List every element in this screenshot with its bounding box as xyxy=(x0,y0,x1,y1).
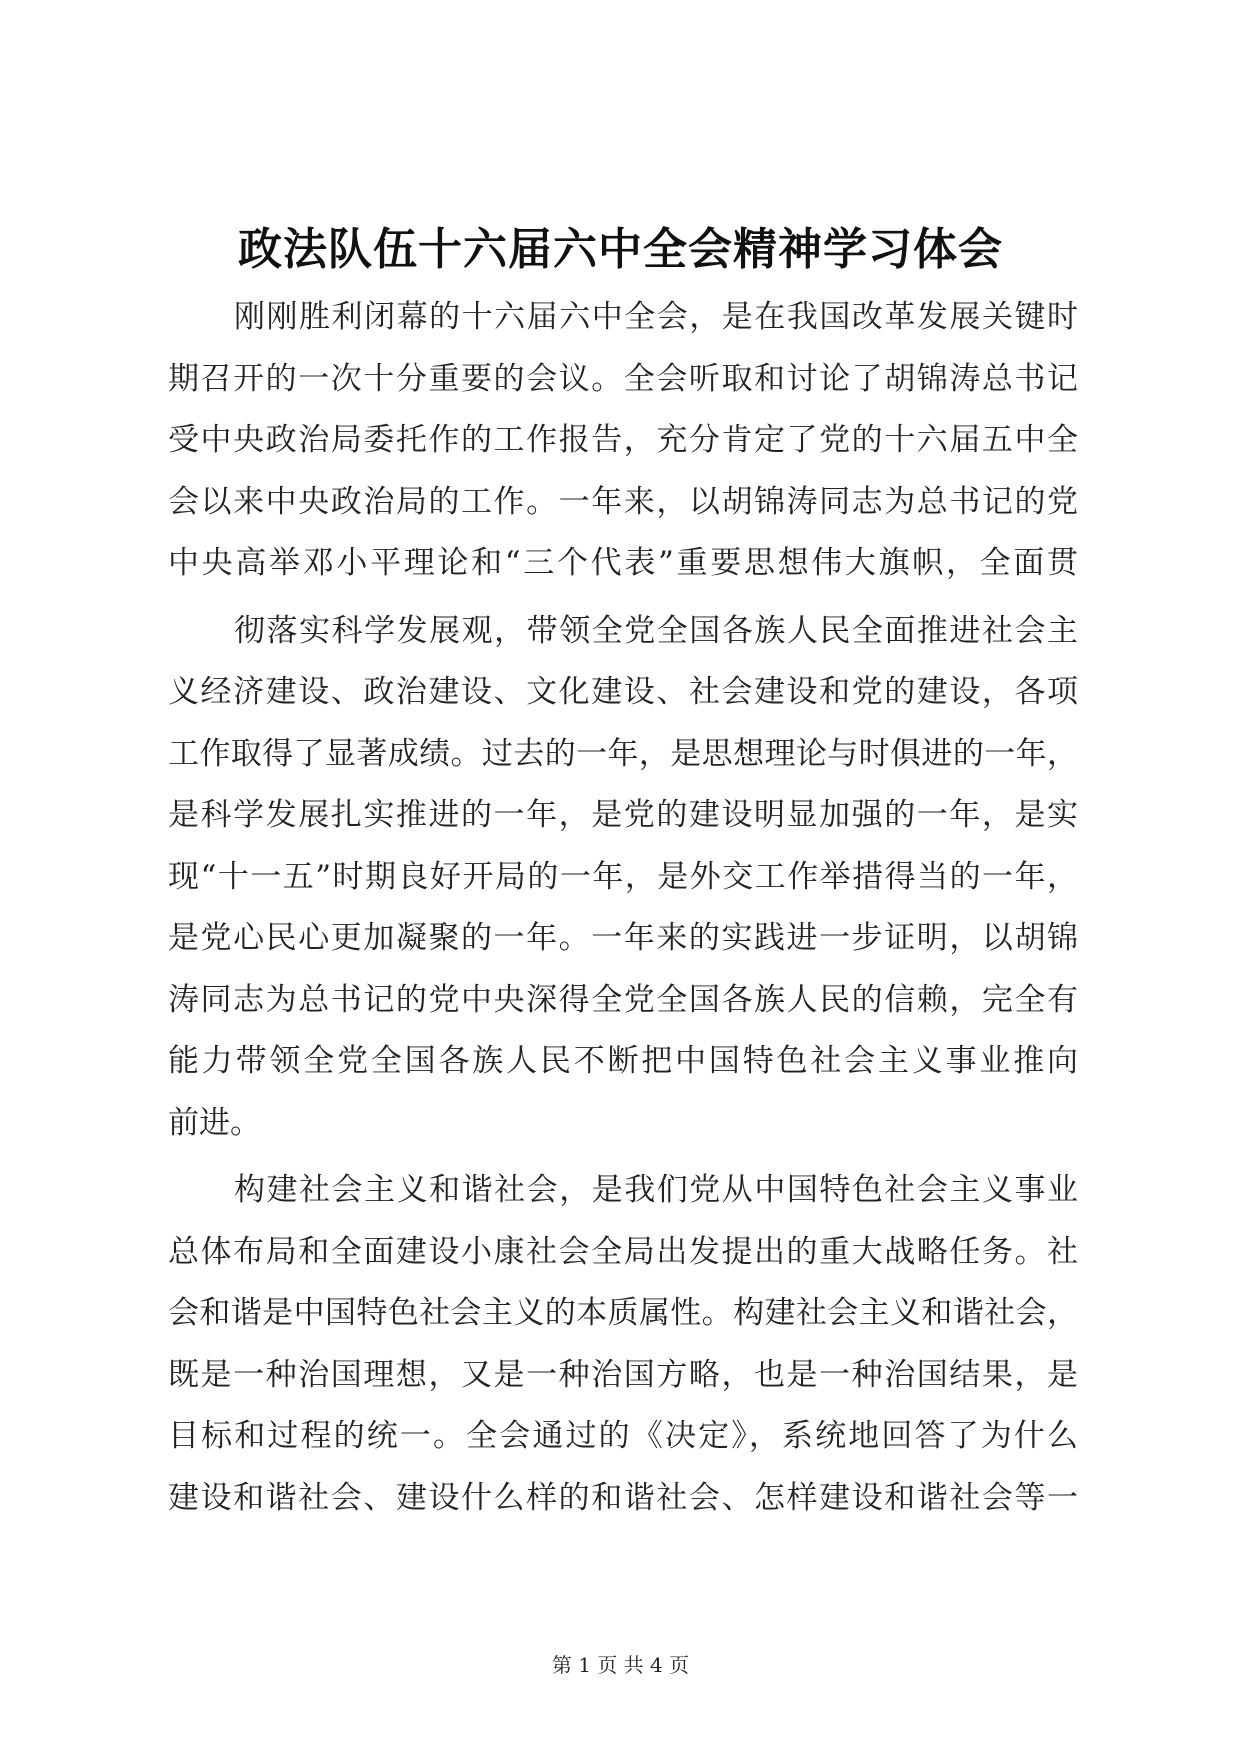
text-line: 既是一种治国理想，又是一种治国方略，也是一种治国结果，是 xyxy=(168,1356,1078,1393)
paragraph xyxy=(168,601,1078,1155)
text-line: 现“十一五”时期良好开局的一年，是外交工作举措得当的一年， xyxy=(168,858,1078,895)
text-line: 义经济建设、政治建设、文化建设、社会建设和党的建设，各项 xyxy=(168,674,1078,710)
text-line: 工作取得了显著成绩。过去的一年，是思想理论与时俱进的一年， xyxy=(168,735,1078,772)
document-title: 政法队伍十六届六中全会精神学习体会 xyxy=(238,224,1003,275)
text-line: 期召开的一次十分重要的会议。全会听取和讨论了胡锦涛总书记 xyxy=(168,360,1078,397)
text-line: 受中央政治局委托作的工作报告，充分肯定了党的十六届五中全 xyxy=(168,422,1078,458)
text-line: 彻落实科学发展观，带领全党全国各族人民全面推进社会主 xyxy=(234,612,1078,649)
text-line: 目标和过程的统一。全会通过的《决定》，系统地回答了为什么 xyxy=(168,1418,1078,1454)
text-line: 会以来中央政治局的工作。一年来，以胡锦涛同志为总书记的党 xyxy=(168,483,1078,520)
text-line: 涛同志为总书记的党中央深得全党全国各族人民的信赖，完全有 xyxy=(168,981,1078,1018)
document-body xyxy=(168,287,1078,1529)
paragraph xyxy=(168,1160,1078,1529)
text-line: 建设和谐社会、建设什么样的和谐社会、怎样建设和谐社会等一 xyxy=(168,1479,1078,1516)
text-line: 刚刚胜利闭幕的十六届六中全会，是在我国改革发展关键时 xyxy=(234,299,1078,335)
page-footer: 第 1 页 共 4 页 xyxy=(551,1653,690,1677)
text-line: 是党心民心更加凝聚的一年。一年来的实践进一步证明，以胡锦 xyxy=(168,920,1078,956)
text-line: 前进。 xyxy=(168,1104,261,1141)
paragraph xyxy=(168,287,1078,595)
text-line: 构建社会主义和谐社会，是我们党从中国特色社会主义事业 xyxy=(234,1172,1078,1208)
text-line: 中央高举邓小平理论和“三个代表”重要思想伟大旗帜，全面贯 xyxy=(168,545,1078,581)
text-line: 能力带领全党全国各族人民不断把中国特色社会主义事业推向 xyxy=(168,1043,1078,1079)
text-line: 是科学发展扎实推进的一年，是党的建设明显加强的一年，是实 xyxy=(168,797,1078,833)
text-line: 会和谐是中国特色社会主义的本质属性。构建社会主义和谐社会， xyxy=(168,1295,1078,1331)
text-line: 总体布局和全面建设小康社会全局出发提出的重大战略任务。社 xyxy=(168,1233,1078,1270)
